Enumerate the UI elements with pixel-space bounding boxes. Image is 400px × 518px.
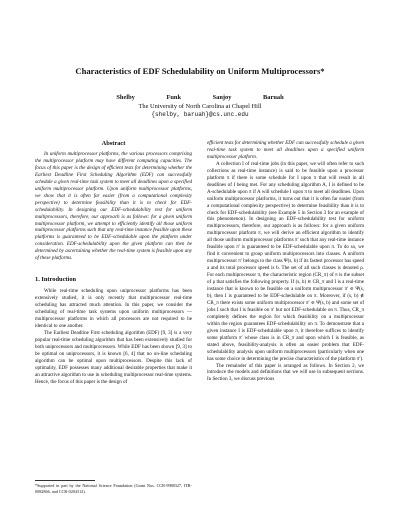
author-email: {shelby, baruah}@cs.unc.edu xyxy=(151,111,249,118)
author-names: Shelby Funk Sanjoy Baruah xyxy=(116,94,284,101)
left-column xyxy=(35,140,192,386)
author-affiliation: The University of North Carolina at Chapel Hill xyxy=(138,103,262,110)
footnote: *Supported in part by the National Science Foundation (Grant Nos. CCR-9988327, ITR-0082866, and CCR-0204312). xyxy=(35,483,192,494)
right-column xyxy=(207,140,364,383)
intro-paragraph-2: The Earliest Deadline First scheduling algorithm (EDF) [9, 3] is a very popular real-time scheduling algorithm that has been extensively studied for both uniprocessors and multiprocessors. While EDF has been shown [9, 3] to be optimal on uniprocessors, it is known [6, 4] that no on-line scheduling algorithm can be optimal upon multiprocessors. Despite this lack of optimality, EDF possesses many additional desirable properties that make it an attractive algorithm to use in scheduling multiprocessor real-time systems. Hence, the focus of this paper is the design of xyxy=(35,329,192,385)
intro-paragraph-1: While real-time scheduling upon uniprocessor platforms has been extensively studied, it is only recently that multiprocessor real-time scheduling has attracted much attention. In this paper, we consider the scheduling of real-time task systems upon uniform multiprocessors — multiprocessor platforms in which all processors are not required to be identical to one another. xyxy=(35,288,192,330)
paper-title: Characteristics of EDF Schedulability on Uniform Multiprocessors* xyxy=(75,66,325,76)
abstract-heading: Abstract xyxy=(101,140,126,147)
right-paragraph-0: efficient tests for determining whether EDF can successfully schedule a given real-time task system to meet all deadlines upon a specified uniform multiprocessor platform. xyxy=(207,140,364,160)
abstract xyxy=(35,151,192,262)
abstract-text: In uniform multiprocessor platforms, the various processors comprising the multiprocessor platform may have different computing capacities. The focus of this paper is the design of efficient tests for determining whether the Earliest Deadline First Scheduling Algorithm (EDF) can successfully schedule a given real-time task system to meet all deadlines upon a specified uniform multiprocessor platform. Upon uniform multiprocessor platforms, we show that it is often far easier (from a computational complexity perspective) to determine feasibility than it is to check for EDF-schedulability. In designing our EDF-schedulability test for uniform multiprocessors, therefore, our approach is as follows: for a given uniform multiprocessor platform, we attempt to efficiently identify all those uniform multiprocessor platforms such that any real-time instance feasible upon these platforms is guaranteed to be EDF-schedulable upon the platform under consideration. EDF-schedulability upon the given platform can then be determined by ascertaining whether the real-time system is feasible upon any of these platforms. xyxy=(35,151,192,262)
right-paragraph-2: The remainder of this paper is arranged as follows. In Section 2, we introduce the models and definitions that we will use in subsequent sections. In Section 3, we discuss previous xyxy=(207,362,364,383)
right-paragraph-1: A collection I of real-time jobs (in this paper, we will often refer to such collections as real-time instance) is said to be feasible upon a processor platform π if there is some schedule for I upon π that will result in all deadlines of I being met. For any scheduling algorithm A, I is defined to be A-schedulable upon π if A will schedule I upon π to meet all deadlines. Upon uniform multiprocessor platforms, it turns out that it is often far easier (from a computational complexity perspective) to determine feasibility than it is to check for EDF-schedulability (see Example 5 in Section 3 for an example of this phenomenon). In designing an EDF-schedulability test for uniform multiprocessors, therefore, our approach is as follows: for a given uniform multiprocessor platform π, we will derive an efficient algorithm to identify all those uniform multiprocessor platforms π′ such that any real-time instance feasible upon π′ is guaranteed to be EDF-schedulable upon π. To do so, we find it convenient to group uniform multiprocessors into classes. A uniform multiprocessor π′ belongs to the class Ψ(s, b) if its fastest processor has speed a and its total processor speed is b. The set of all such classes is denoted ρ. For each multiprocessor π, the characteristic region (CR_π) of π is the subset of ρ that satisfies the following property. If (s, b) ∈ CR_π and I is a real-time instance that is known to be feasible on a uniform multiprocessor π′ ∈ Ψ(s, b), then I is guaranteed to be EDF-schedulable on π. Moreover, if (s, b) ∉ CR_π there exists some uniform multiprocessor π′ ∈ Ψ(s, b) and some set of jobs I such that I is feasible on π′ but not EDF-schedulable on π. Thus, CR_π completely defines the region for which feasibility on a multiprocessor within the region guarantees EDF-schedulability on π. To demonstrate that a given instance I is EDF-schedulable upon π, it therefore suffices to identify some platform π′ whose class is in CR_π and upon which I is feasible, as stated above, feasibility-analysis is often an easier problem that EDF-schedulability analysis upon uniform multiprocessors (particularly when one has some choice in determining the precise characteristics of the platform π′). xyxy=(207,160,364,362)
footnote-divider xyxy=(35,480,95,481)
section-heading-introduction: 1. Introduction xyxy=(35,276,77,284)
